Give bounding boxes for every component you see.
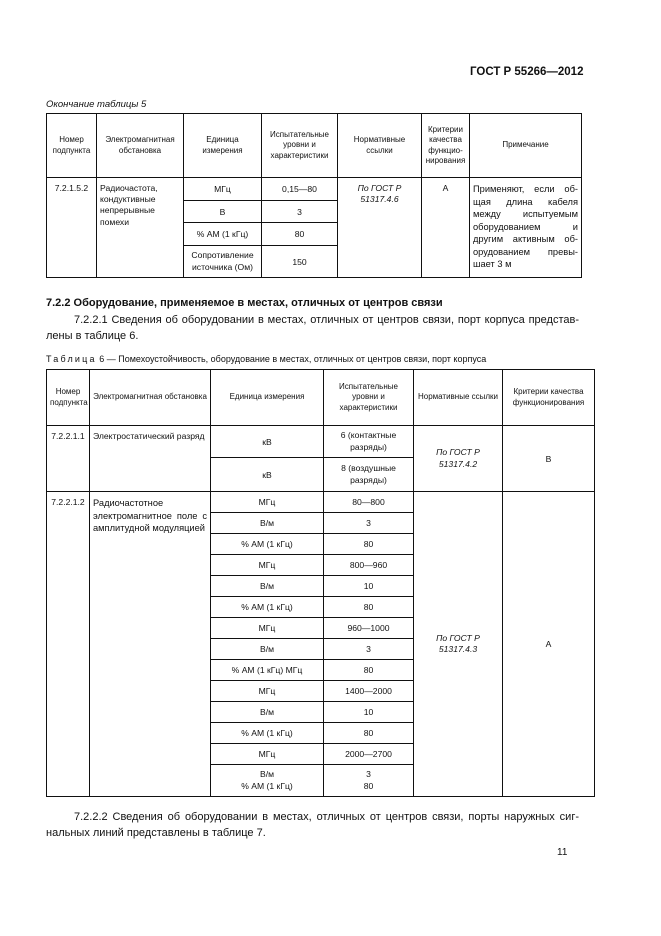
table5-header-row — [47, 114, 582, 178]
document-standard-code: ГОСТ Р 55266—2012 — [470, 66, 584, 78]
table6-level-pair — [324, 765, 414, 797]
table-row — [47, 178, 582, 201]
table-5 — [46, 113, 582, 278]
table6-col-unit: Единица измерения — [211, 370, 324, 426]
table6-level: 3 — [366, 769, 371, 780]
table6-level: 3 — [324, 639, 414, 660]
table-6 — [46, 369, 595, 797]
table6-level: 6 (контактные разряды) — [324, 426, 414, 458]
table6-unit-pair — [211, 765, 324, 797]
table5-level: 80 — [262, 223, 338, 246]
table6-unit: МГц — [211, 681, 324, 702]
table6-level: 960—1000 — [324, 618, 414, 639]
table6-caption-label: Таблица — [46, 354, 97, 364]
table6-unit: В/м — [259, 769, 275, 780]
table5-row-environment: Радиочастота, кондуктивные непрерывные помехи — [97, 178, 184, 278]
table6-reference: По ГОСТ Р 51317.4.3 — [414, 492, 503, 797]
table5-unit: В — [184, 201, 262, 223]
table5-unit: МГц — [184, 178, 262, 201]
table6-criterion: А — [503, 492, 595, 797]
table6-caption — [46, 354, 486, 364]
table6-criterion: В — [503, 426, 595, 492]
table6-level: 10 — [324, 702, 414, 723]
table5-level: 0,15—80 — [262, 178, 338, 201]
table5-col-unit: Единица измерения — [184, 114, 262, 178]
table6-level: 80—800 — [324, 492, 414, 513]
table6-level: 80 — [324, 723, 414, 744]
table6-level: 2000—2700 — [324, 744, 414, 765]
table5-col-number: Номер подпункта — [47, 114, 97, 178]
page-number: 11 — [557, 847, 568, 858]
table5-note: Применяют, если общая длина кабеля между испытуемым оборудованием и другим активным оборудованием превышает 3 м — [470, 178, 582, 278]
table5-col-environment: Электромагнитная обстановка — [97, 114, 184, 178]
table6-level: 80 — [324, 597, 414, 618]
table6-level: 80 — [324, 534, 414, 555]
table6-level: 1400—2000 — [324, 681, 414, 702]
table5-col-levels: Испытательные уровни и характеристики — [262, 114, 338, 178]
table6-level: 80 — [363, 780, 374, 791]
table6-col-references: Нормативные ссылки — [414, 370, 503, 426]
table5-caption: Окончание таблицы 5 — [46, 99, 147, 110]
table-row — [47, 426, 595, 458]
table6-unit: В/м — [211, 639, 324, 660]
section-heading: 7.2.2 Оборудование, применяемое в местах, отличных от центров связи — [46, 297, 443, 309]
table6-reference: По ГОСТ Р 51317.4.2 — [414, 426, 503, 492]
table5-reference: По ГОСТ Р 51317.4.6 — [338, 178, 422, 278]
table6-number: 7.2.2.1.2 — [47, 492, 90, 797]
table5-level: 150 — [262, 246, 338, 278]
table6-header-row — [47, 370, 595, 426]
table6-unit: % АМ (1 кГц) — [241, 780, 293, 791]
table6-unit: кВ — [211, 426, 324, 458]
table6-level: 3 — [324, 513, 414, 534]
table6-col-environment: Электромагнитная обстановка — [90, 370, 211, 426]
table6-unit: кВ — [211, 458, 324, 492]
table6-level: 10 — [324, 576, 414, 597]
table6-environment: Радиочастотное электромагнитное поле с амплитудной модуляцией — [90, 492, 211, 797]
table6-unit: В/м — [211, 513, 324, 534]
table5-level: 3 — [262, 201, 338, 223]
table6-unit: В/м — [211, 702, 324, 723]
table6-unit: % АМ (1 кГц) — [211, 723, 324, 744]
table6-unit: МГц — [211, 555, 324, 576]
table5-col-criteria: Критерии качества функционирования — [422, 114, 470, 178]
table6-unit: % АМ (1 кГц) МГц — [211, 660, 324, 681]
table6-level: 8 (воздушные разряды) — [324, 458, 414, 492]
table6-number: 7.2.2.1.1 — [47, 426, 90, 492]
table-row — [47, 492, 595, 513]
table5-criterion: А — [422, 178, 470, 278]
table6-caption-text: 6 — Помехоустойчивость, оборудование в местах, отличных от центров связи, порт корпуса — [99, 354, 487, 364]
table5-unit: Сопротивление источника (Ом) — [184, 246, 262, 278]
table6-col-criteria: Критерии качества функционирования — [503, 370, 595, 426]
table6-unit: % АМ (1 кГц) — [211, 534, 324, 555]
table6-unit: % АМ (1 кГц) — [211, 597, 324, 618]
table6-col-number: Номер подпункта — [47, 370, 90, 426]
table6-level: 80 — [324, 660, 414, 681]
table6-unit: В/м — [211, 576, 324, 597]
table5-row-number: 7.2.1.5.2 — [47, 178, 97, 278]
table6-unit: МГц — [211, 618, 324, 639]
table6-unit: МГц — [211, 492, 324, 513]
paragraph-7-2-2-2: 7.2.2.2 Сведения об оборудовании в местах, отличных от центров связи, порты наружных сигнальных линий представлены в таблице 7. — [46, 811, 579, 839]
table6-col-levels: Испытательные уровни и характеристики — [324, 370, 414, 426]
table6-level: 800—960 — [324, 555, 414, 576]
table6-unit: МГц — [211, 744, 324, 765]
paragraph-7-2-2-1: 7.2.2.1 Сведения об оборудовании в местах, отличных от центров связи, порт корпуса представлены в таблице 6. — [46, 314, 579, 342]
table6-environment: Электростатический разряд — [90, 426, 211, 492]
table5-col-note: Примечание — [470, 114, 582, 178]
table5-unit: % АМ (1 кГц) — [184, 223, 262, 246]
table5-col-references: Нормативные ссылки — [338, 114, 422, 178]
